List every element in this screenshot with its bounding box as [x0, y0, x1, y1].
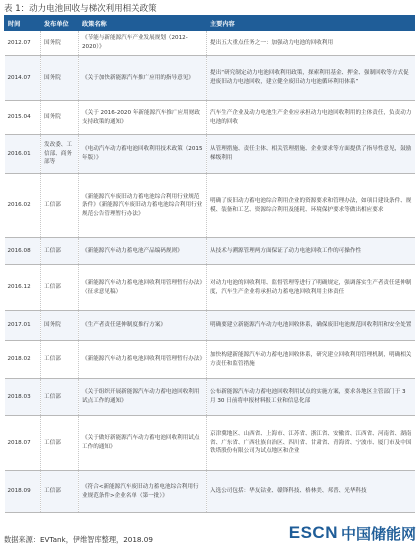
data-source-footer: 数据来源：EVTank，伊维智库整理，2018.09: [4, 535, 153, 544]
cell-content: 加快构建新能源汽车动力蓄电池回收体系，研究建立回收利用管理机制，明确相关方责任和监管措施: [207, 341, 415, 379]
header-policy: 政策名称: [79, 16, 207, 31]
cell-policy: 《关于 2016-2020 年新能源汽车推广应用财政支持政策的通知》: [79, 101, 207, 135]
cell-issuer: 发改委、工信部、商务部等: [41, 135, 79, 174]
cell-date: 2016.01: [5, 135, 41, 174]
table-row: [5, 135, 415, 174]
cell-issuer: 工信部: [41, 265, 79, 311]
cell-date: 2016.12: [5, 265, 41, 311]
cell-content: 明确要建立新能源汽车动力电池回收体系，确保废旧电池规范回收利用和安全处置: [207, 311, 415, 341]
cell-date: 2018.09: [5, 471, 41, 513]
table-row: [5, 416, 415, 471]
cell-content: 入选公司包括：华友钴业、赣锋科技、格林美、邦普、光华科技: [207, 471, 415, 513]
cell-date: 2016.08: [5, 238, 41, 265]
cell-policy: 《新能源汽车动力蓄电池回收利用管理暂行办法》（征求意见稿）: [79, 265, 207, 311]
cell-issuer: 工信部: [41, 416, 79, 471]
cell-issuer: 工信部: [41, 341, 79, 379]
cell-policy: 《关于做好新能源汽车动力蓄电池回收利用试点工作的通知》: [79, 416, 207, 471]
cell-content: 汽车生产企业及动力电池生产企业应承担动力电池回收利用的主体责任，负责动力电池的回收: [207, 101, 415, 135]
cell-issuer: 国务院: [41, 101, 79, 135]
policy-table: [4, 15, 415, 513]
cell-content: 京津冀地区、山西省、上海市、江苏省、浙江省、安徽省、江西省、河南省、湖南省、广东省、广西壮族自治区、四川省、甘肃省、青海省、宁波市、厦门市及中国铁塔股份有限公司为试点地区和企业: [207, 416, 415, 471]
table-title: 表 1：动力电池回收与梯次利用相关政策: [4, 4, 157, 14]
cell-date: 2014.07: [5, 56, 41, 101]
cell-content: 提出五大重点任务之一：加强动力电池的回收利用: [207, 31, 415, 56]
table-row: [5, 101, 415, 135]
cell-issuer: 工信部: [41, 471, 79, 513]
cell-policy: 《关于组织开展新能源汽车动力蓄电池回收利用试点工作的通知》: [79, 379, 207, 416]
table-row: [5, 31, 415, 56]
cell-date: 2015.04: [5, 101, 41, 135]
cell-date: 2018.03: [5, 379, 41, 416]
cell-policy: 《符合<新能源汽车废旧动力蓄电池综合利用行业规范条件>企业名单（第一批）》: [79, 471, 207, 513]
cell-date: 2012.07: [5, 31, 41, 56]
header-date: 时间: [5, 16, 41, 31]
site-watermark-logo: [289, 523, 416, 543]
header-issuer: 发布单位: [41, 16, 79, 31]
cell-issuer: 国务院: [41, 56, 79, 101]
cell-policy: 《新能源汽车废旧动力蓄电池综合利用行业规范条件》《新能源汽车废旧动力蓄电池综合利用行业规范公告管理暂行办法》: [79, 174, 207, 238]
watermark-cn: 中国储能网: [340, 524, 416, 543]
table-header-row: [5, 16, 415, 31]
cell-policy: 《关于加快新能源汽车推广应用的指导意见》: [79, 56, 207, 101]
cell-policy: 《新能源汽车动力蓄电池回收利用管理暂行办法》: [79, 341, 207, 379]
table-row: [5, 379, 415, 416]
header-content: 主要内容: [207, 16, 415, 31]
table-row: [5, 471, 415, 513]
cell-date: 2016.02: [5, 174, 41, 238]
cell-content: 明确了废旧动力蓄电池综合利用企业的资源要求和管理办法，如项目建设条件、规模、装备和工艺、资源综合利用及能耗、环境保护要求等做出相应要求: [207, 174, 415, 238]
cell-date: 2018.07: [5, 416, 41, 471]
cell-date: 2017.01: [5, 311, 41, 341]
cell-date: 2018.02: [5, 341, 41, 379]
table-row: [5, 265, 415, 311]
table-row: [5, 311, 415, 341]
cell-policy: 《节能与新能源汽车产业发展规划（2012-2020）》: [79, 31, 207, 56]
cell-issuer: 工信部: [41, 379, 79, 416]
table-row: [5, 341, 415, 379]
cell-issuer: 国务院: [41, 31, 79, 56]
table-row: [5, 56, 415, 101]
cell-issuer: 工信部: [41, 174, 79, 238]
watermark-latin: ESCN: [288, 523, 338, 542]
cell-policy: 《生产者责任延伸制度推行方案》: [79, 311, 207, 341]
cell-content: 从管理措施、责任主体、相关管理措施、企业要求等方面提供了指导性意见，鼓励梯级利用: [207, 135, 415, 174]
table-row: [5, 238, 415, 265]
cell-policy: 《电动汽车动力蓄电池回收利用技术政策（2015 年版）》: [79, 135, 207, 174]
cell-content: 公布新能源汽车动力蓄电池回收利用试点的实施方案，要求各地区主管部门于 3 月 30 日前将申报材料报工业和信息化部: [207, 379, 415, 416]
cell-content: 提出“研究制定动力电池回收利用政策，探索利用基金、押金、强制回收等方式促进废旧动力电池回收，建立健全废旧动力电池循环利用体系”: [207, 56, 415, 101]
cell-policy: 《新能源汽车动力蓄电池产品编码规则》: [79, 238, 207, 265]
cell-issuer: 工信部: [41, 238, 79, 265]
table-row: [5, 174, 415, 238]
cell-content: 对动力电池的回收利用、监督管理等进行了明确规定，强调落实生产者责任延伸制度，汽车生产企业将承担动力蓄电池回收利用主体责任: [207, 265, 415, 311]
cell-content: 从技术与溯源管理两方面保证了动力电池回收工作的可操作性: [207, 238, 415, 265]
cell-issuer: 国务院: [41, 311, 79, 341]
